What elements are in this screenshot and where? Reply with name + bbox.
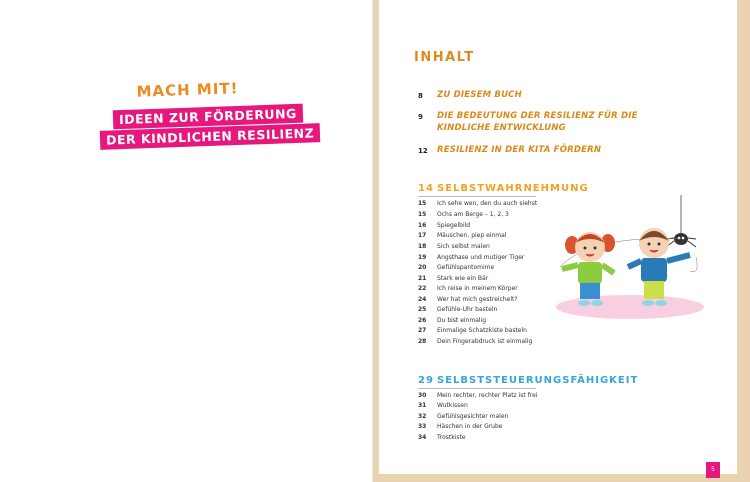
toc-page-number: 8 — [418, 92, 423, 100]
page-number: 5 — [706, 462, 720, 478]
toc-item-title: Stark wie ein Bär — [437, 275, 489, 282]
toc-item-title: Gefühle-Uhr basteln — [437, 306, 498, 313]
girl-figure — [562, 232, 615, 306]
toc-item-title: Häschen in der Grube — [437, 423, 503, 430]
toc-item[interactable] — [418, 402, 468, 412]
toc-entry-title: RESILIENZ IN DER KITA FÖRDERN — [437, 145, 602, 155]
toc-entry-title: DIE BEDEUTUNG DER RESILIENZ FÜR DIE KINDLICHE ENTWICKLUNG — [437, 111, 638, 133]
toc-item-number: 16 — [418, 222, 427, 229]
toc-item[interactable] — [418, 392, 537, 402]
toc-item[interactable] — [418, 264, 494, 274]
toc-item-number: 31 — [418, 402, 427, 409]
toc-item-number: 18 — [418, 243, 427, 250]
toc-entry-title: ZU DIESEM BUCH — [437, 90, 522, 100]
toc-item-number: 17 — [418, 232, 427, 239]
section-title: SELBSTWAHRNEHMUNG — [437, 183, 589, 194]
toc-item-number: 34 — [418, 434, 427, 441]
toc-item-title: Ochs am Berge – 1, 2, 3 — [437, 211, 509, 218]
section-page-number: 29 — [418, 375, 434, 386]
section-divider — [418, 388, 536, 389]
toc-item-title: Einmalige Schatzkiste basteln — [437, 327, 527, 334]
toc-item-number: 28 — [418, 338, 427, 345]
toc-item-title: Wer hat mich gestreichelt? — [437, 296, 518, 303]
toc-item[interactable] — [418, 222, 470, 232]
toc-item-title: Angsthase und mutiger Tiger — [437, 254, 525, 261]
toc-page-number: 9 — [418, 113, 423, 121]
toc-item-title: Dein Fingerabdruck ist einmalig — [437, 338, 533, 345]
section-page-number: 14 — [418, 183, 434, 194]
toc-item-number: 21 — [418, 275, 427, 282]
toc-item-title: Gefühlspantomime — [437, 264, 495, 271]
toc-item-title: Mäuschen, piep einmal — [437, 232, 507, 239]
toc-item-title: Ich reise in meinem Körper — [437, 285, 518, 292]
section-title: SELBSTSTEUERUNGSFÄHIGKEIT — [437, 375, 639, 386]
toc-item[interactable] — [418, 413, 508, 423]
toc-item-number: 22 — [418, 285, 427, 292]
children-illustration — [550, 195, 710, 325]
toc-item[interactable] — [418, 327, 527, 337]
banner-line-2: DER KINDLICHEN RESILIENZ — [100, 123, 321, 150]
toc-item-number: 33 — [418, 423, 427, 430]
toc-item-number: 27 — [418, 327, 427, 334]
toc-item[interactable] — [418, 338, 532, 348]
toc-item[interactable] — [418, 306, 497, 316]
string — [690, 257, 697, 272]
toc-item-title: Wutkissen — [437, 402, 468, 409]
toc-item-number: 26 — [418, 317, 427, 324]
spider-icon — [666, 233, 696, 247]
toc-item-number: 30 — [418, 392, 427, 399]
toc-item[interactable] — [418, 275, 488, 285]
toc-item[interactable] — [418, 285, 518, 295]
toc-item[interactable] — [418, 254, 524, 264]
toc-item-number: 19 — [418, 254, 427, 261]
section-heading-selbststeuerungsfaehigkeit[interactable] — [418, 375, 638, 386]
toc-item[interactable] — [418, 243, 490, 253]
banner-line-1: IDEEN ZUR FÖRDERUNG — [113, 104, 303, 130]
toc-item[interactable] — [418, 296, 518, 306]
toc-item-number: 32 — [418, 413, 427, 420]
toc-item[interactable] — [418, 232, 506, 242]
toc-item[interactable] — [418, 434, 466, 444]
toc-item-number: 25 — [418, 306, 427, 313]
section-heading-selbstwahrnehmung[interactable] — [418, 183, 589, 194]
toc-item-number: 20 — [418, 264, 427, 271]
toc-item[interactable] — [418, 200, 537, 210]
toc-item-title: Gefühlsgesichter malen — [437, 413, 509, 420]
toc-item[interactable] — [418, 423, 503, 433]
toc-item[interactable] — [418, 317, 486, 327]
section-divider — [418, 196, 536, 197]
toc-item-number: 15 — [418, 211, 427, 218]
toc-item-number: 15 — [418, 200, 427, 207]
toc-item-title: Mein rechter, rechter Platz ist frei — [437, 392, 538, 399]
toc-item[interactable] — [418, 211, 509, 221]
toc-item-title: Ich sehe wen, den du auch siehst — [437, 200, 538, 207]
toc-item-title: Spiegelbild — [437, 222, 471, 229]
toc-heading: INHALT — [414, 50, 475, 65]
toc-item-title: Trostkiste — [437, 434, 466, 441]
toc-page-number: 12 — [418, 147, 428, 155]
toc-item-number: 24 — [418, 296, 427, 303]
headline: MACH MIT! — [136, 79, 239, 101]
ground-shadow — [556, 295, 704, 319]
toc-item-title: Sich selbst malen — [437, 243, 490, 250]
toc-item-title: Du bist einmalig — [437, 317, 487, 324]
